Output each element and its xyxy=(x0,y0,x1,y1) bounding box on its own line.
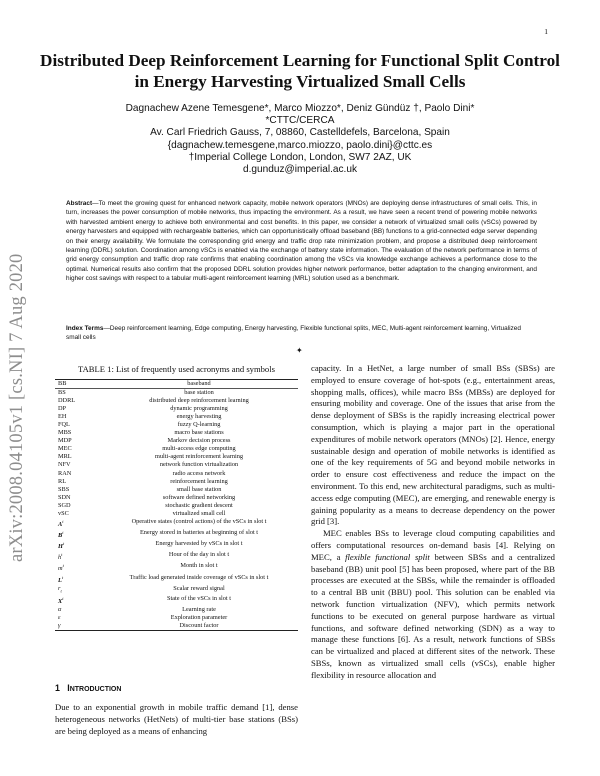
definition-cell: multi-access edge computing xyxy=(162,445,236,453)
intro-paragraph-2-rest: between SBSs and a centralized baseband (BB) unit pool [5] has been proposed, where part of the BB processes are executed at the SBSs, while the remainder is offloaded to a central BB unit (BBU) pool. This solution can be enabled via network function virtualization (NFV), which permits network functions to be executed on general purpose hardware as virtual functions, and software defined networking (SDN) as a way to manage these functions [6]. As a result, network functions of SBSs can be virtualized and placed at different sites of the network. These SBSs, known as virtualized small cells (vSCs), enable higher flexibility in resource allocation and xyxy=(311,551,555,680)
acronym-cell: α xyxy=(58,606,62,614)
table-row xyxy=(55,614,298,622)
table-row xyxy=(55,405,298,413)
definition-cell: small base station xyxy=(176,485,222,493)
acronym-cell: SDN xyxy=(58,493,71,501)
table-row xyxy=(55,421,298,429)
definition-cell: Scalar reward signal xyxy=(173,584,225,592)
section-title-initial: I xyxy=(67,683,70,693)
table-row xyxy=(55,518,298,529)
definition-cell: stochastic gradient descent xyxy=(165,501,233,509)
definition-cell: Discount factor xyxy=(179,622,219,630)
intro-paragraph-2-start: MEC enables BSs to leverage cloud computing capabilities and offers computational resources on-demand basis [4]. Relying on MEC, a xyxy=(311,528,555,562)
table-row xyxy=(55,529,298,540)
intro-right-column xyxy=(311,363,555,682)
table-caption: TABLE 1: List of frequently used acronyms and symbols xyxy=(78,364,275,374)
definition-cell: virtualized small cell xyxy=(172,509,226,517)
definition-cell: Operative states (control actions) of the vSCs in slot t xyxy=(131,517,267,525)
table-row xyxy=(55,461,298,469)
definition-cell: Learning rate xyxy=(182,606,216,614)
definition-cell: Energy harvested by vSCs in slot t xyxy=(155,540,243,548)
acronym-cell: $B^t$ xyxy=(58,529,64,540)
acronym-cell: EH xyxy=(58,413,67,421)
acronym-cell: RL xyxy=(58,477,67,485)
table-row xyxy=(55,380,298,389)
acronym-cell: $X^t$ xyxy=(58,595,64,606)
definition-cell: Energy stored in batteries at beginning of slot t xyxy=(139,528,259,536)
index-terms-text: —Deep reinforcement learning, Edge computing, Energy harvesting, Flexible functional splits, MEC, Multi-agent reinforcement learning, Virtualized small cells xyxy=(66,325,521,342)
author-block xyxy=(60,103,540,176)
table-row xyxy=(55,494,298,502)
table-row xyxy=(55,453,298,461)
definition-cell: baseband xyxy=(99,380,298,389)
acronym-cell: BB xyxy=(55,380,99,389)
definition-cell: Exploration parameter xyxy=(170,614,228,622)
definition-cell: macro base stations xyxy=(174,429,224,437)
acronym-cell: $A^t$ xyxy=(58,518,64,528)
acronym-cell: DP xyxy=(58,405,67,413)
page-number: 1 xyxy=(544,27,548,36)
affiliation-cttc: *CTTC/CERCA xyxy=(265,115,335,127)
definition-cell: energy harvesting xyxy=(176,413,222,421)
section-title-rest: NTRODUCTION xyxy=(69,686,122,693)
emails-cttc: {dagnachew.temesgene,marco.miozzo, paolo.dini}@cttc.es xyxy=(167,139,433,151)
acronym-cell: MDP xyxy=(58,437,72,445)
table-row xyxy=(55,510,298,518)
acronym-cell: MRL xyxy=(58,453,72,461)
intro-paragraph-1: capacity. In a HetNet, a large number of small BSs (SBSs) are employed to ensure coverage of hot-spots (e.g., entertainment areas, shopping malls, offices), while macro BSs (MBSs) are deployed for ensuring mobility and coverage. One of the issues that arise from the dense deployment of SBSs is the rapidly increasing electrical power consumption, which is playing a major part in the operational expenditures of mobile network operators (MNOs) [2]. Hence, energy sustainable design and operation of mobile networks is identified as one of the key requirements of 5G and beyond mobile networks in order to ensure cost effectiveness and reduce the impact on the environment. To this end, new architectural paradigms, such as multi-access edge computing (MEC), are emerging, and renewable energy is gaining popularity as a means to decrease dependency on the power grid [3]. xyxy=(311,363,555,527)
definition-cell: State of the vSCs in slot t xyxy=(166,594,232,602)
definition-cell: distributed deep reinforcement learning xyxy=(149,397,249,405)
diamond-icon: ✦ xyxy=(296,346,303,355)
flexible-functional-split-term: flexible functional split xyxy=(345,551,430,562)
table-row xyxy=(55,585,298,595)
acronym-cell: NFV xyxy=(58,461,71,469)
table-row xyxy=(55,470,298,478)
acronym-cell: γ xyxy=(58,622,61,630)
acronym-cell: $m^t$ xyxy=(58,563,64,573)
definition-cell: network function virtualization xyxy=(159,461,239,469)
abstract-label: Abstract xyxy=(66,200,93,207)
table-row xyxy=(55,429,298,437)
abstract-text: —To meet the growing quest for enhanced network capacity, mobile network operators (MNOs) are deploying dense infrastructures of small cells. This, in turn, increases the power consumption of mobile networks, thus impacting the environment. As a result, we have seen a recent trend of powering mobile networks with harvested ambient energy to achieve both environmental and cost benefits. In this paper, we consider a network of virtualized small cells (vSCs) powered by energy harvesters and equipped with rechargeable batteries, which can opportunistically offload baseband (BB) functions to a grid-connected edge server depending on their energy availability. We formulate the corresponding grid energy and traffic drop rate minimization problem, and propose a distributed deep reinforcement learning (DDRL) solution. Coordination among vSCs is enabled via the exchange of battery state information. The evaluation of the network performance in terms of grid energy consumption and traffic drop rate confirms that enabling coordination among the vSCs via knowledge exchange achieves a performance close to the optimal. Numerical results also confirm that the proposed DDRL solution provides higher network performance, better adaptation to the changing environment, and higher cost savings with respect to a tabular multi-agent reinforcement learning (MRL) solution used as a benchmark. xyxy=(66,200,537,283)
paper-title: Distributed Deep Reinforcement Learning for Functional Split Control in Energy Harvesting Virtualized Small Cells xyxy=(40,51,560,91)
definition-cell: fuzzy Q-learning xyxy=(177,421,221,429)
table-row xyxy=(55,551,298,562)
table-row xyxy=(55,437,298,445)
table-row xyxy=(55,540,298,551)
section-number: 1 xyxy=(55,683,60,693)
email-imperial: d.gunduz@imperial.ac.uk xyxy=(242,164,358,176)
definition-cell: multi-agent reinforcement learning xyxy=(154,453,244,461)
acronym-cell: SGD xyxy=(58,501,71,509)
definition-cell: Traffic load generated inside coverage of vSCs in slot t xyxy=(129,573,269,581)
index-terms xyxy=(66,324,537,343)
address-cttc: Av. Carl Friedrich Gauss, 7, 08860, Castelldefels, Barcelona, Spain xyxy=(150,127,450,139)
affiliation-imperial: †Imperial College London, London, SW7 2AZ, UK xyxy=(188,151,412,163)
acronym-cell: RAN xyxy=(58,469,72,477)
definition-cell: radio access network xyxy=(172,469,226,477)
acronym-cell: $H^t$ xyxy=(58,541,65,551)
table-row xyxy=(55,486,298,494)
table-row xyxy=(55,413,298,421)
definition-cell: dynamic programming xyxy=(170,405,228,413)
definition-cell: software defined networking xyxy=(162,493,236,501)
arxiv-identifier-stamp: arXiv:2008.04105v1 [cs.NI] 7 Aug 2020 xyxy=(7,253,27,562)
acronym-cell: ε xyxy=(58,614,61,622)
acronym-cell: $r_t$ xyxy=(58,584,62,593)
table-row xyxy=(55,562,298,573)
acronym-cell: BS xyxy=(58,389,66,397)
table-row xyxy=(55,574,298,585)
intro-paragraph-2 xyxy=(311,528,555,681)
table-row xyxy=(55,622,298,631)
acronym-cell: vSC xyxy=(58,509,69,517)
table-row xyxy=(55,445,298,453)
acronym-cell: MEC xyxy=(58,445,72,453)
definition-cell: Hour of the day in slot t xyxy=(168,551,230,559)
index-terms-label: Index Terms xyxy=(66,325,104,332)
table-row xyxy=(55,478,298,486)
definition-cell: Markov decision process xyxy=(167,437,231,445)
author-names: Dagnachew Azene Temesgene*, Marco Miozzo*, Deniz Gündüz †, Paolo Dini* xyxy=(125,103,475,114)
abstract xyxy=(66,199,537,284)
acronym-cell: SBS xyxy=(58,485,70,493)
acronym-cell: $L^t$ xyxy=(58,574,64,584)
definition-cell: base station xyxy=(184,389,214,397)
acronym-cell: $h^t$ xyxy=(58,552,63,562)
intro-paragraph-left: Due to an exponential growth in mobile traffic demand [1], dense heterogeneous networks (HetNets) of multi-tier base stations (BSs) are being deployed as a means of enhancing xyxy=(55,702,298,736)
table-row xyxy=(55,502,298,510)
acronym-cell: MBS xyxy=(58,429,72,437)
acronym-cell: FQL xyxy=(58,421,70,429)
definition-cell: reinforcement learning xyxy=(170,477,228,485)
table-row xyxy=(55,389,298,398)
definition-cell: Month in slot t xyxy=(180,562,218,570)
section-heading-introduction xyxy=(55,683,121,693)
table-row xyxy=(55,606,298,614)
acronym-cell: DDRL xyxy=(58,397,76,405)
acronym-table xyxy=(55,379,298,631)
table-row xyxy=(55,397,298,405)
table-row xyxy=(55,595,298,606)
